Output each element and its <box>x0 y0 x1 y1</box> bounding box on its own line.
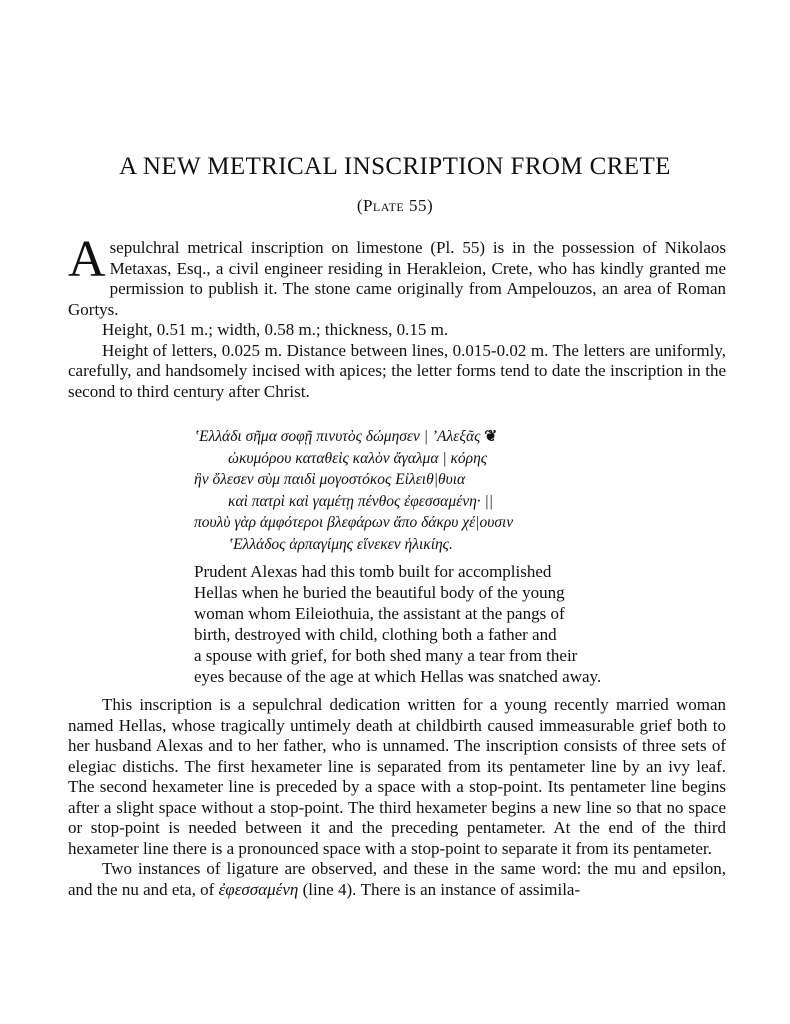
translation-line: woman whom Eileiothuia, the assistant at the pangs of <box>194 604 565 623</box>
translation-line: Hellas when he buried the beautiful body of the young <box>194 583 565 602</box>
greek-line: πουλὺ γὰρ ἀμφότεροι βλεφάρων ἄπο δάκρυ χέ|ουσιν <box>194 514 514 531</box>
commentary-paragraph: This inscription is a sepulchral dedication written for a young recently married woman named Hellas, whose tragically untimely death at childbirth caused immeasurable grief both to her husband Alexas and to her father, who is unnamed. The inscription consists of three sets of elegiac distichs. The first hexameter line is separated from its pentameter line by an ivy leaf. The second hexameter line is preceded by a space with a stop-point. Its pentameter line begins after a slight space without a stop-point. The third hexameter begins a new line so that no space or stop-point is needed between it and the preceding pentameter. At the end of the third hexameter line there is a pronounced space with a stop-point to separate it from its pentameter. <box>68 695 726 858</box>
greek-line: ὠκυμόρου καταθεὶς καλὸν ἄγαλμα | κόρης <box>228 449 488 467</box>
drop-cap: A <box>68 231 106 288</box>
translation-line: eyes because of the age at which Hellas was snatched away. <box>194 667 602 686</box>
dimensions-line: Height, 0.51 m.; width, 0.58 m.; thickness, 0.15 m. <box>102 320 449 339</box>
letters-paragraph: Height of letters, 0.025 m. Distance between lines, 0.015-0.02 m. The letters are uniformly, carefully, and handsomely incised with apices; the letter forms tend to date the inscription in the second to third century after Christ. <box>68 340 726 401</box>
greek-line: ʽΕλλάδι σῆμα σοφῇ πινυτὸς δώμησεν | ʼΑλεξᾶς ❦ <box>194 428 498 445</box>
ivy-leaf-icon: ❦ <box>484 428 498 445</box>
translation-line: birth, destroyed with child, clothing both a father and <box>194 625 557 644</box>
article-title: A NEW METRICAL INSCRIPTION FROM CRETE <box>119 153 671 180</box>
greek-line: καὶ πατρὶ καὶ γαμέτῃ πένθος ἐφεσσαμένη· || <box>228 492 494 510</box>
translation-line: a spouse with grief, for both shed many a tear from their <box>194 646 578 665</box>
greek-line: ʽΕλλάδος ἁρπαγίμης εἵνεκεν ἡλικίης. <box>228 535 453 553</box>
english-translation <box>194 561 664 687</box>
commentary-section <box>68 695 726 900</box>
translation-line: Prudent Alexas had this tomb built for accomplished <box>194 562 552 581</box>
ligature-paragraph: Two instances of ligature are observed, and these in the same word: the mu and epsilon, and the nu and eta, of ἐφεσσαμένη (line 4). There is an instance of assimila- <box>68 859 726 899</box>
intro-paragraph <box>68 231 726 320</box>
greek-inscription <box>194 426 614 555</box>
greek-word: ἐφεσσαμένη <box>218 879 299 899</box>
intro-section <box>68 231 726 402</box>
plate-reference: (Plate 55) <box>356 196 434 215</box>
intro-text: sepulchral metrical inscription on limestone (Pl. 55) is in the possession of Nikolaos Metaxas, Esq., a civil engineer residing in Herakleion, Crete, who has kindly granted me permission to publish it. The stone came originally from Ampelouzos, an area of Roman Gortys. <box>68 238 726 319</box>
greek-line: ἣν ὄλεσεν σὺμ παιδὶ μογοστόκος Εἰλειθ|θυια <box>194 471 466 488</box>
